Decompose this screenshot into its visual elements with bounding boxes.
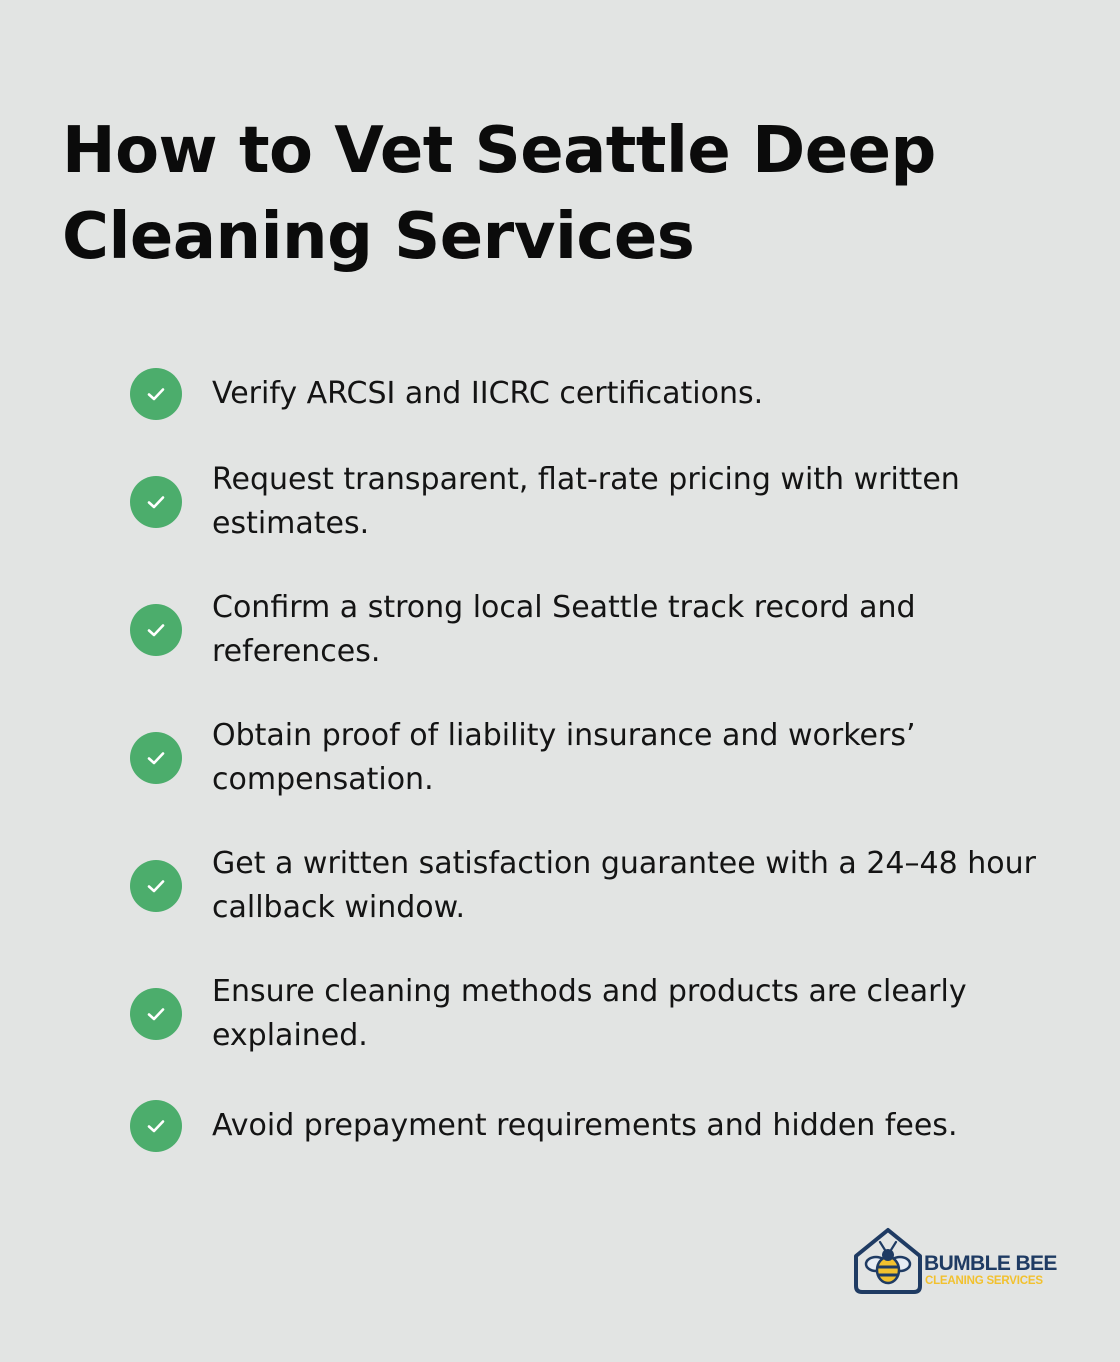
checklist-item-text: Get a written satisfaction guarantee with a 24–48 hour callback window. (212, 846, 1036, 925)
checklist-item-text: Request transparent, flat-rate pricing with written estimates. (212, 462, 960, 541)
check-circle-icon (130, 1100, 182, 1152)
check-circle-icon (130, 988, 182, 1040)
checklist-item (130, 458, 1050, 546)
checklist-item (130, 1100, 1050, 1152)
page-title: How to Vet Seattle Deep Cleaning Services (62, 114, 936, 274)
checklist-item-text: Ensure cleaning methods and products are clearly explained. (212, 974, 967, 1053)
checklist-item (130, 842, 1050, 930)
brand-tagline: CLEANING SERVICES (925, 1275, 1043, 1287)
checklist-item-text: Confirm a strong local Seattle track record and references. (212, 590, 916, 669)
checklist-item-text: Obtain proof of liability insurance and workers’ compensation. (212, 718, 916, 797)
checklist-item-text: Avoid prepayment requirements and hidden fees. (212, 1108, 958, 1143)
brand-logo (852, 1226, 1062, 1296)
checklist-item (130, 586, 1050, 674)
check-circle-icon (130, 476, 182, 528)
check-circle-icon (130, 860, 182, 912)
checklist-item (130, 714, 1050, 802)
checklist-item (130, 970, 1050, 1058)
brand-name: BUMBLE BEE (924, 1252, 1057, 1275)
check-circle-icon (130, 732, 182, 784)
check-circle-icon (130, 368, 182, 420)
checklist-item (130, 368, 1050, 420)
check-circle-icon (130, 604, 182, 656)
checklist-item-text: Verify ARCSI and IICRC certifications. (212, 376, 764, 411)
bee-house-icon (852, 1226, 924, 1296)
